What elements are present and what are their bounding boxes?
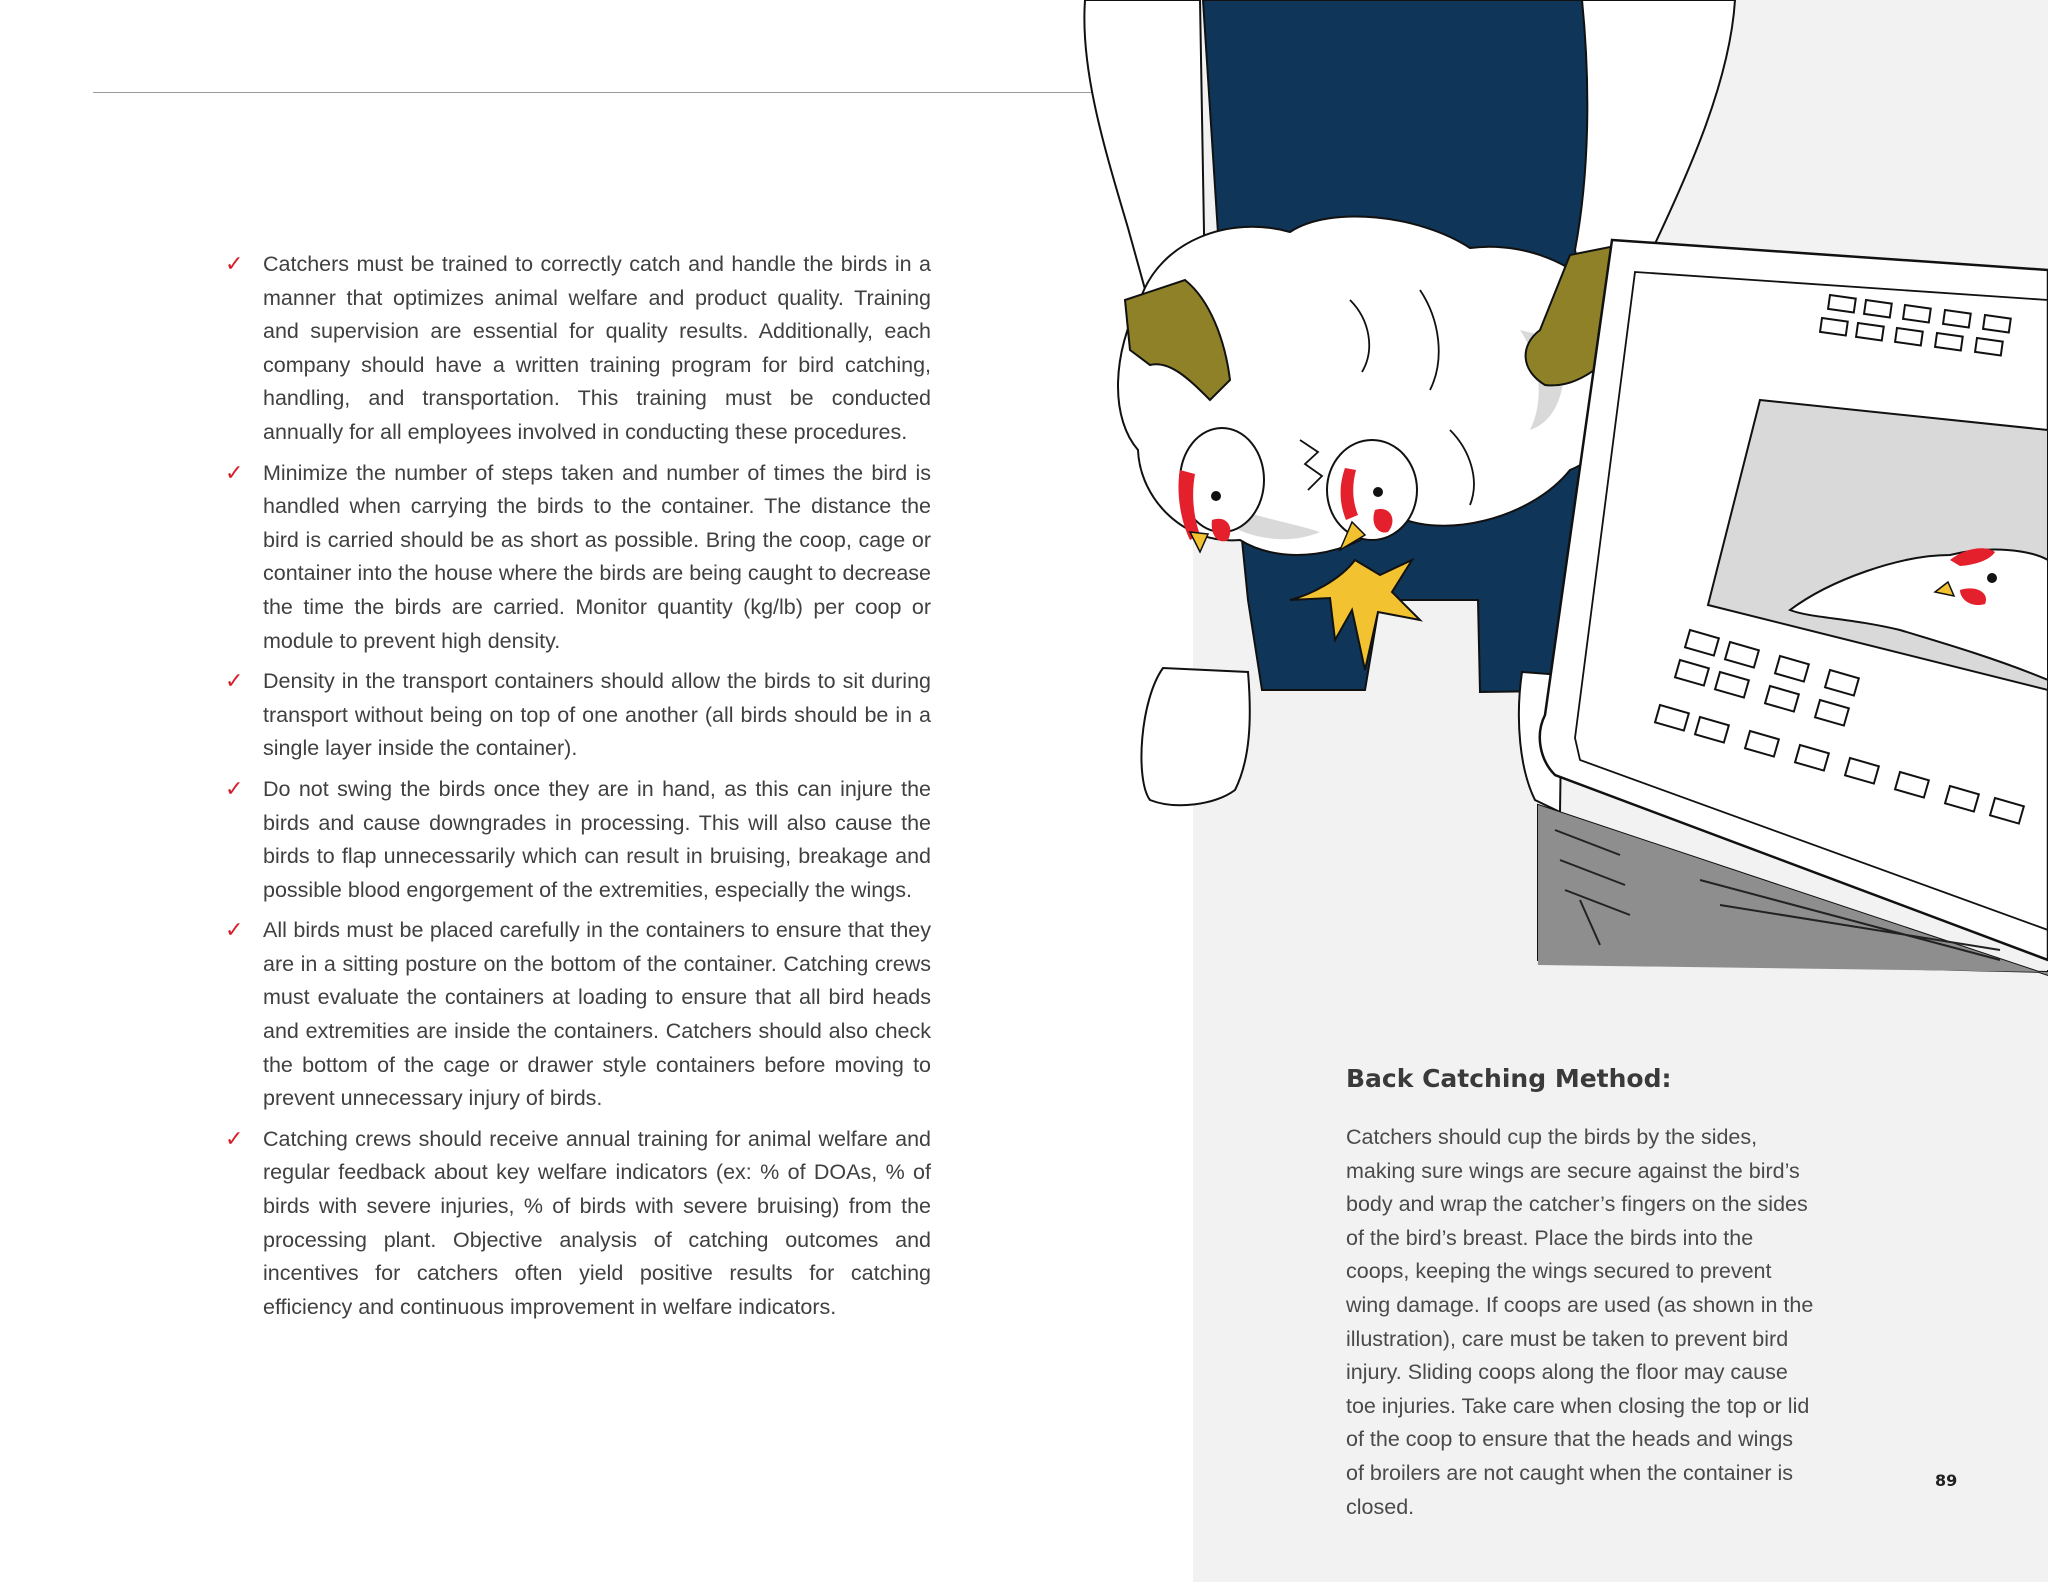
checklist-item-text: All birds must be placed carefully in the containers to ensure that they are in a sitting posture on the bottom of the container. Catching crews must evaluate the containers at loading to ensure that all bird heads and extremities are inside the containers. Catchers should also check the bottom of the cage or drawer style containers before moving to prevent unnecessary injury of birds. xyxy=(263,918,931,1111)
checklist-item-text: Do not swing the birds once they are in hand, as this can injure the birds and cause downgrades in processing. This will also cause the birds to flap unnecessarily which can result in bruising, breakage and possible blood engorgement of the extremities, especially the wings. xyxy=(263,776,931,902)
checklist-item-text: Catchers must be trained to correctly catch and handle the birds in a manner that optimizes animal welfare and product quality. Training and supervision are essential for quality results. Additionally, each company should have a written training program for bird catching, handling, and transportation. This training must be conducted annually for all employees involved in conducting these procedures. xyxy=(263,252,931,444)
checkmark-icon: ✓ xyxy=(225,1126,244,1152)
checkmark-icon: ✓ xyxy=(225,669,244,695)
checklist-item xyxy=(223,1123,931,1325)
checkmark-icon: ✓ xyxy=(225,252,244,277)
container-bird-eye xyxy=(1987,573,1997,583)
header-rule xyxy=(93,92,1193,93)
checklist-item xyxy=(223,665,931,766)
beak-left xyxy=(1190,532,1208,552)
eye-left xyxy=(1211,491,1221,501)
checkmark-icon: ✓ xyxy=(225,460,244,486)
checklist-item xyxy=(223,773,931,907)
back-catching-body: Catchers should cup the birds by the sides, making sure wings are secure against the bird’s body and wrap the catcher’s fingers on the sides of the bird’s breast. Place the birds into the coops, keeping the wings secured to prevent wing damage. If coops are used (as shown in the illustration), care must be taken to prevent bird injury. Sliding coops along the floor may cause toe injuries. Take care when closing the top or lid of the coop to ensure that the heads and wings of broilers are not caught when the container is closed. xyxy=(1346,1125,1814,1519)
checklist-item xyxy=(223,457,931,659)
back-catching-heading: Back Catching Method: xyxy=(1346,1064,1672,1093)
checkmark-icon: ✓ xyxy=(225,776,244,802)
checklist-item xyxy=(223,914,931,1116)
checklist-item-text: Minimize the number of steps taken and number of times the bird is handled when carrying the birds to the container. The distance the bird is carried should be as short as possible. Bring the coop, cage or container into the house where the birds are being caught to decrease the time the birds are carried. Monitor quantity (kg/lb) per coop or module to prevent high density. xyxy=(263,460,931,653)
bird-catching-illustration xyxy=(1050,0,2048,1000)
checklist-item-text: Density in the transport containers should allow the birds to sit during transport without being on top of one another (all birds should be in a single layer inside the container). xyxy=(263,669,931,761)
checklist-item-text: Catching crews should receive annual training for animal welfare and regular feedback about key welfare indicators (ex: % of DOAs, % of birds with severe injuries, % of birds with severe bruising) from the processing plant. Objective analysis of catching outcomes and incentives for catchers often yield positive results for catching efficiency and continuous improvement in welfare indicators. xyxy=(263,1126,931,1319)
checkmark-icon: ✓ xyxy=(225,918,244,944)
page-number: 89 xyxy=(1935,1471,1958,1490)
welfare-checklist xyxy=(223,248,931,1331)
checklist-item xyxy=(223,248,931,450)
left-boot xyxy=(1141,668,1249,805)
bird-head-center xyxy=(1327,440,1417,540)
eye-center xyxy=(1373,487,1383,497)
